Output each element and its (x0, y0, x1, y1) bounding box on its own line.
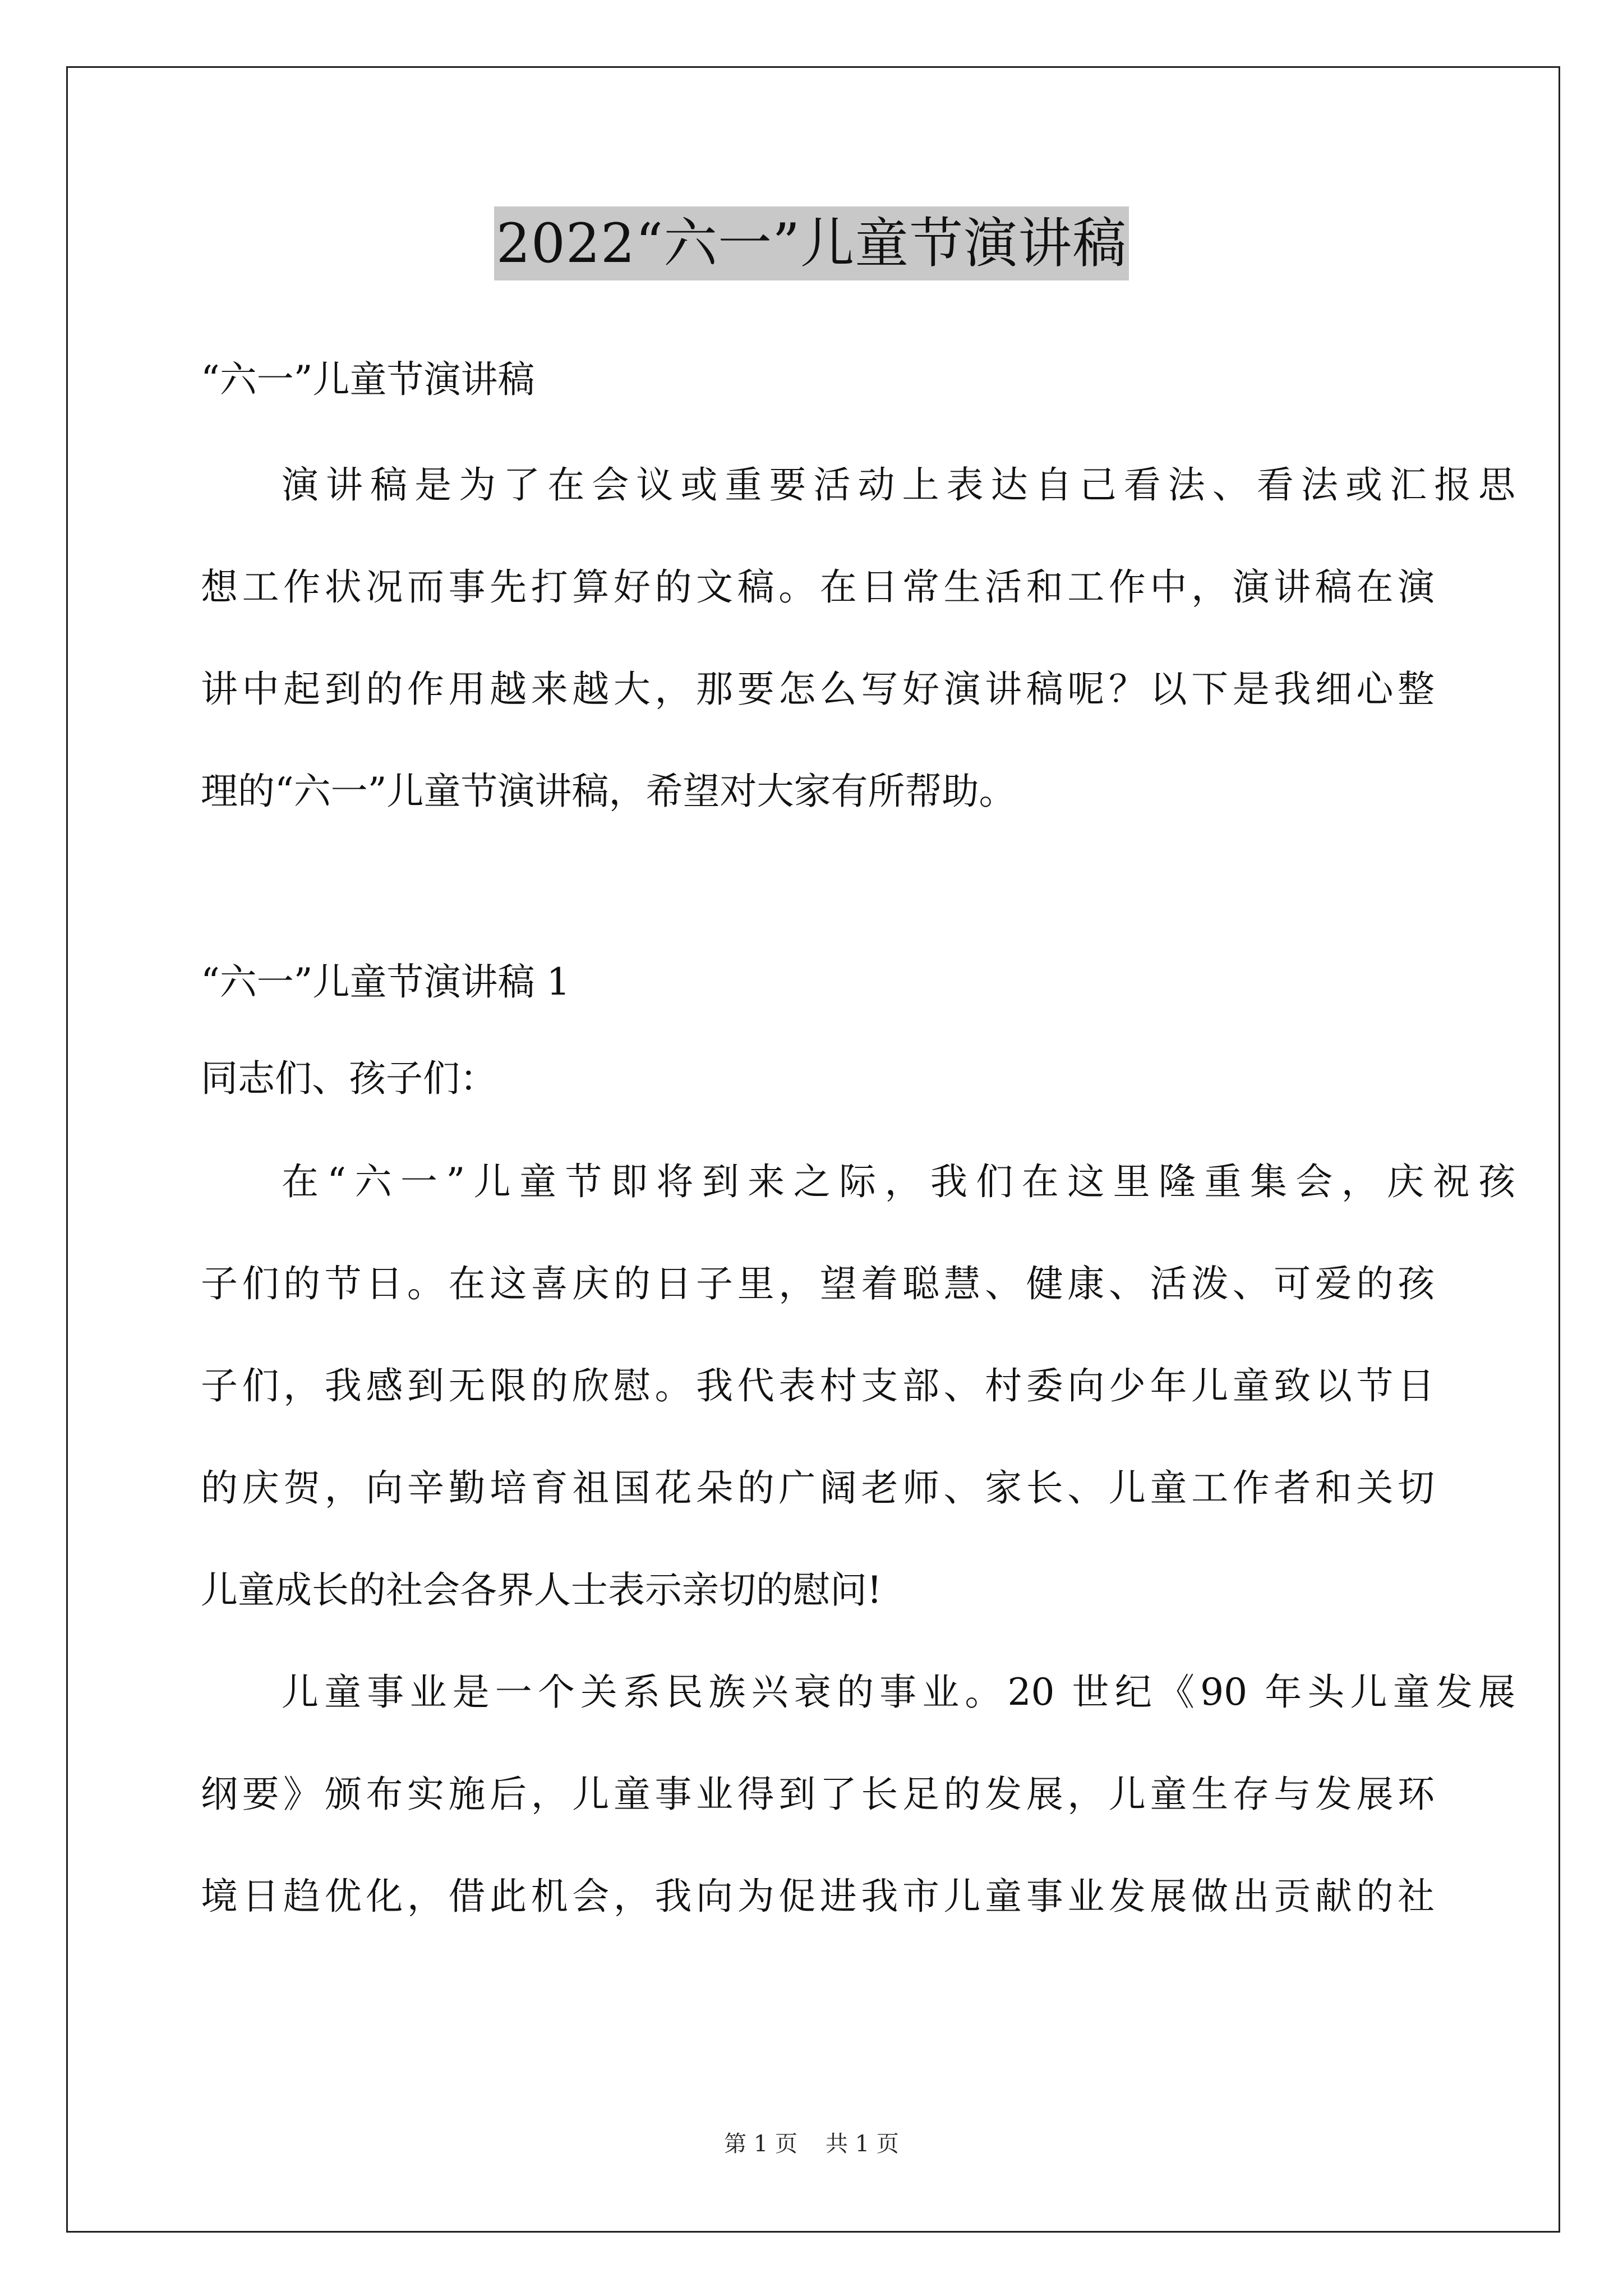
intro-line: 想工作状况而事先打算好的文稿。在日常生活和工作中，演讲稿在演 (201, 565, 1435, 609)
intro-line: 演讲稿是为了在会议或重要活动上表达自己看法、看法或汇报思 (282, 463, 1515, 507)
page-number: 第 1 页 (724, 2131, 797, 2157)
paragraph-line: 子们的节日。在这喜庆的日子里，望着聪慧、健康、活泼、可爱的孩 (201, 1262, 1435, 1305)
paragraph-line: 的庆贺，向辛勤培育祖国花朵的广阔老师、家长、儿童工作者和关切 (201, 1466, 1435, 1510)
paragraph-line: 纲要》颁布实施后，儿童事业得到了长足的发展，儿童生存与发展环 (201, 1773, 1435, 1816)
paragraph-line: 儿童成长的社会各界人士表示亲切的慰问! (201, 1568, 882, 1612)
salutation: 同志们、孩子们： (201, 1057, 497, 1100)
subtitle: “六一”儿童节演讲稿 (201, 358, 535, 401)
title-container (0, 206, 1623, 280)
paragraph-line: 儿童事业是一个关系民族兴衰的事业。20 世纪《90 年头儿童发展 (282, 1671, 1515, 1714)
section-heading: “六一”儿童节演讲稿 1 (201, 960, 570, 1004)
intro-line: 讲中起到的作用越来越大，那要怎么写好演讲稿呢？以下是我细心整 (201, 668, 1435, 711)
page-total: 共 1 页 (826, 2131, 899, 2157)
intro-line: 理的“六一”儿童节演讲稿，希望对大家有所帮助。 (201, 770, 1016, 813)
paragraph-line: 境日趋优化，借此机会，我向为促进我市儿童事业发展做出贡献的社 (201, 1875, 1435, 1918)
paragraph-line: 子们，我感到无限的欣慰。我代表村支部、村委向少年儿童致以节日 (201, 1364, 1435, 1407)
page-footer (0, 2127, 1623, 2161)
document-title: 2022“六一”儿童节演讲稿 (494, 206, 1129, 280)
paragraph-line: 在“六一”儿童节即将到来之际，我们在这里隆重集会，庆祝孩 (282, 1160, 1515, 1203)
